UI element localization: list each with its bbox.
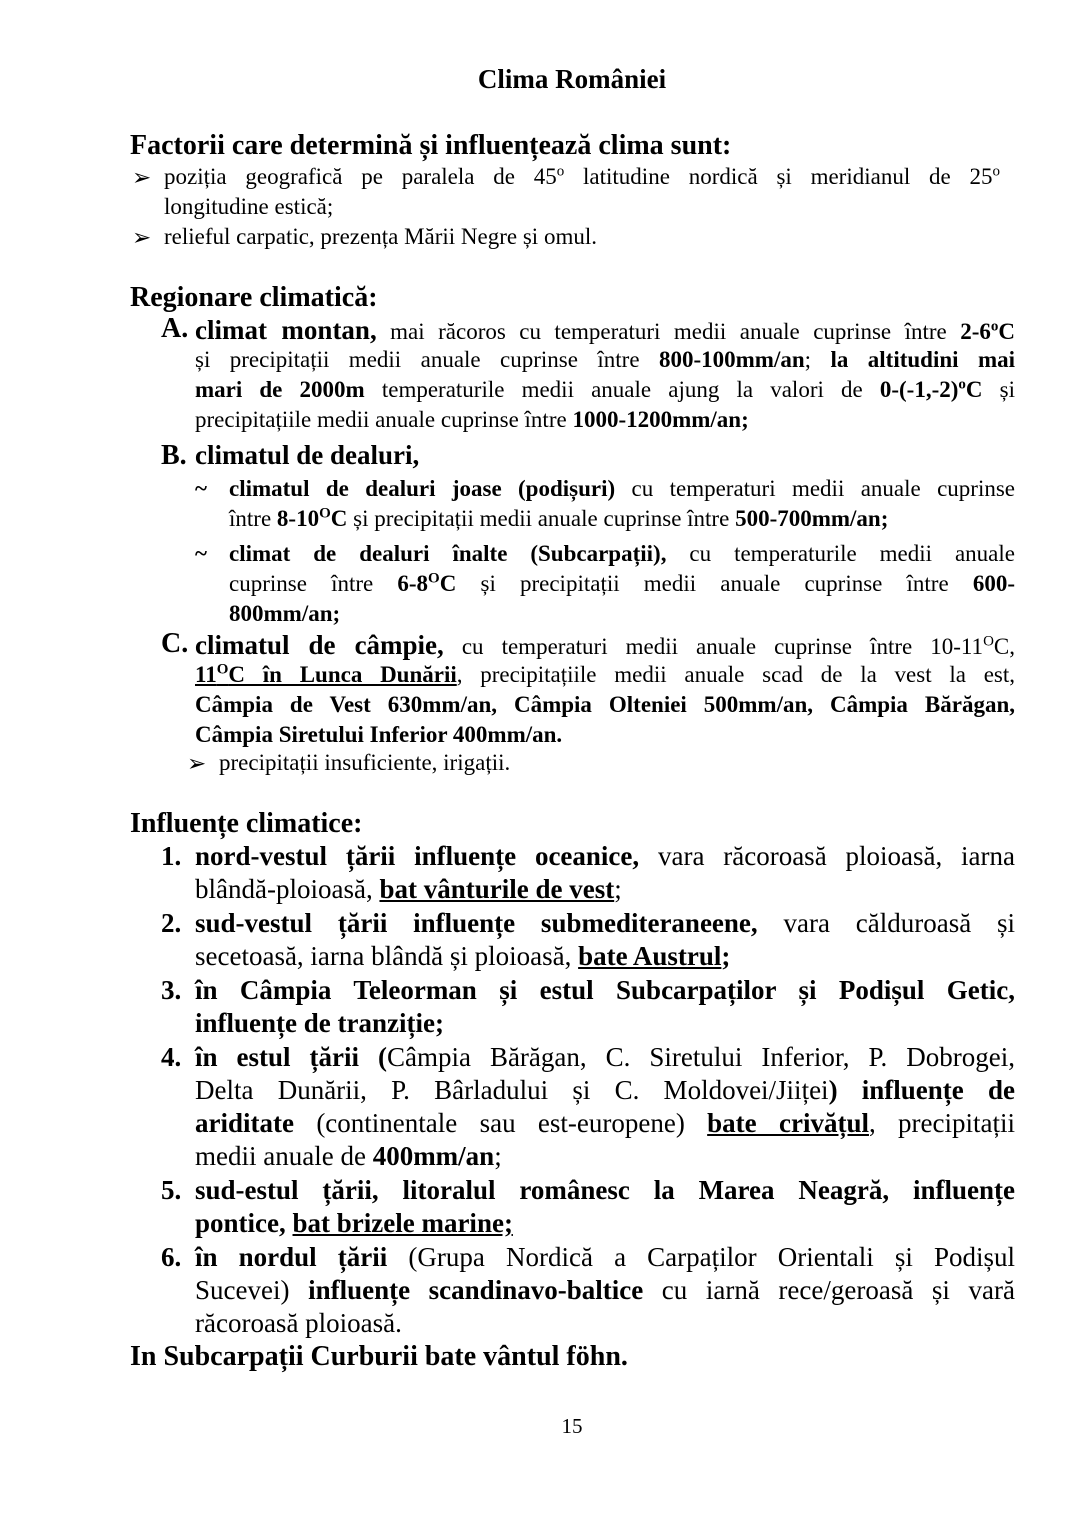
dealuri-joase-line-2: între $8-10^OC$ și precipitații medii anuale cuprinse între 500-700mm/an;	[229, 505, 889, 531]
climat-campie-line-4: Câmpia Siretului Inferior 400mm/an.	[195, 722, 563, 747]
influenta-4-line-1: în estul țării (Câmpia Bărăgan, C. Siretului Inferior, P. Dobrogei,	[195, 1042, 1015, 1072]
influenta-3-line-1: în Câmpia Teleorman și estul Subcarpaților și Podișul Getic,	[195, 975, 1015, 1005]
section-label-b: B.	[161, 440, 187, 471]
section-label-c: C.	[161, 628, 189, 659]
page-number: 15	[561, 1414, 583, 1438]
tilde-bullet: ~	[195, 541, 207, 566]
climat-montan-line-3: mari de 2000m temperaturile medii anuale ajung la valori de $0-(-1,-2)^oC$ și	[195, 376, 1016, 402]
influenta-6-line-3: răcoroasă ploioasă.	[195, 1308, 402, 1338]
arrow-bullet-icon: ➢	[187, 751, 207, 776]
arrow-bullet-icon: ➢	[132, 165, 152, 190]
tilde-bullet: ~	[195, 476, 207, 501]
dealuri-inalte-line-2: cuprinse între $6-8^OC$ și precipitații medii anuale cuprinse între 600-	[229, 570, 1015, 596]
dealuri-inalte-line-1: climat de dealuri înalte (Subcarpații), cu temperaturile medii anuale	[229, 541, 1015, 566]
influente-heading: Influențe climatice:	[130, 808, 363, 839]
section-label-a: A.	[161, 313, 189, 344]
item-number: 3.	[161, 975, 182, 1005]
influenta-2-line-2: secetoasă, iarna blândă și ploioasă, bate Austrul;	[195, 941, 731, 971]
influenta-2-line-1: sud-vestul țării influențe submediteraneene, vara călduroasă și	[195, 908, 1015, 938]
climat-montan-line-1: climat montan, mai răcoros cu temperaturi medii anuale cuprinse între 2-6$^o$C	[195, 315, 1015, 345]
dealuri-inalte-line-3: 800mm/an;	[229, 601, 341, 626]
item-number: 5.	[161, 1175, 182, 1205]
footer-statement: In Subcarpații Curburii bate vântul föhn.	[130, 1341, 628, 1372]
influenta-5-line-2: pontice, bat brizele marine;	[195, 1208, 513, 1238]
climat-campie-line-2: $11^OC$ în Lunca Dunării, precipitațiile medii anuale scad de la vest la est,	[195, 661, 1015, 687]
influenta-1-line-2: blândă-ploioasă, bat vânturile de vest;	[195, 874, 622, 904]
item-number: 4.	[161, 1042, 182, 1072]
factori-bullet-1-cont: longitudine estică;	[164, 194, 334, 219]
page-title: Clima României	[477, 64, 667, 94]
influenta-5-line-1: sud-estul țării, litoralul românesc la Marea Neagră, influențe	[195, 1175, 1015, 1205]
climat-montan-line-4: precipitațiile medii anuale cuprinse între 1000-1200mm/an;	[195, 407, 749, 432]
influenta-1-line-1: nord-vestul țării influențe oceanice, vara răcoroasă ploioasă, iarna	[195, 841, 1015, 871]
item-number: 2.	[161, 908, 182, 938]
dealuri-joase-line-1: climatul de dealuri joase (podișuri) cu temperaturi medii anuale cuprinse	[229, 476, 1015, 501]
climat-montan-line-2: și precipitații medii anuale cuprinse între 800-100mm/an; la altitudini mai	[195, 347, 1015, 372]
item-number: 1.	[161, 841, 182, 871]
influenta-4-line-3: ariditate (continentale sau est-europene) bate crivățul, precipitații	[195, 1108, 1016, 1138]
climat-campie-line-3: Câmpia de Vest 630mm/an, Câmpia Olteniei 500mm/an, Câmpia Bărăgan,	[195, 692, 1015, 717]
climat-campie-line-1: climatul de câmpie, cu temperaturi medii anuale cuprinse între $10-11^OC$,	[195, 630, 1015, 660]
influenta-3-line-2: influențe de tranziție;	[195, 1008, 444, 1038]
item-number: 6.	[161, 1242, 182, 1272]
factori-bullet-2: relieful carpatic, prezența Mării Negre și omul.	[164, 224, 597, 249]
influenta-6-line-2: Sucevei) influențe scandinavo-baltice cu iarnă rece/geroasă și vară	[195, 1275, 1015, 1305]
influenta-4-line-2: Delta Dunării, P. Bârladului și C. Moldovei/Jiiței) influențe de	[195, 1075, 1016, 1105]
factori-heading: Factorii care determină și influențează clima sunt:	[130, 130, 732, 161]
factori-bullet-1: poziția geografică pe paralela de 45$^o$ latitudine nordică și meridianul de 25$^o$	[164, 163, 1000, 189]
climatul-dealuri-heading: climatul de dealuri,	[195, 440, 420, 470]
influenta-4-line-4: medii anuale de 400mm/an;	[195, 1141, 502, 1171]
regionare-heading: Regionare climatică:	[130, 282, 378, 313]
influenta-6-line-1: în nordul țării (Grupa Nordică a Carpaților Orientali și Podișul	[195, 1242, 1016, 1272]
campie-bullet: precipitații insuficiente, irigații.	[219, 750, 511, 775]
arrow-bullet-icon: ➢	[132, 225, 152, 250]
